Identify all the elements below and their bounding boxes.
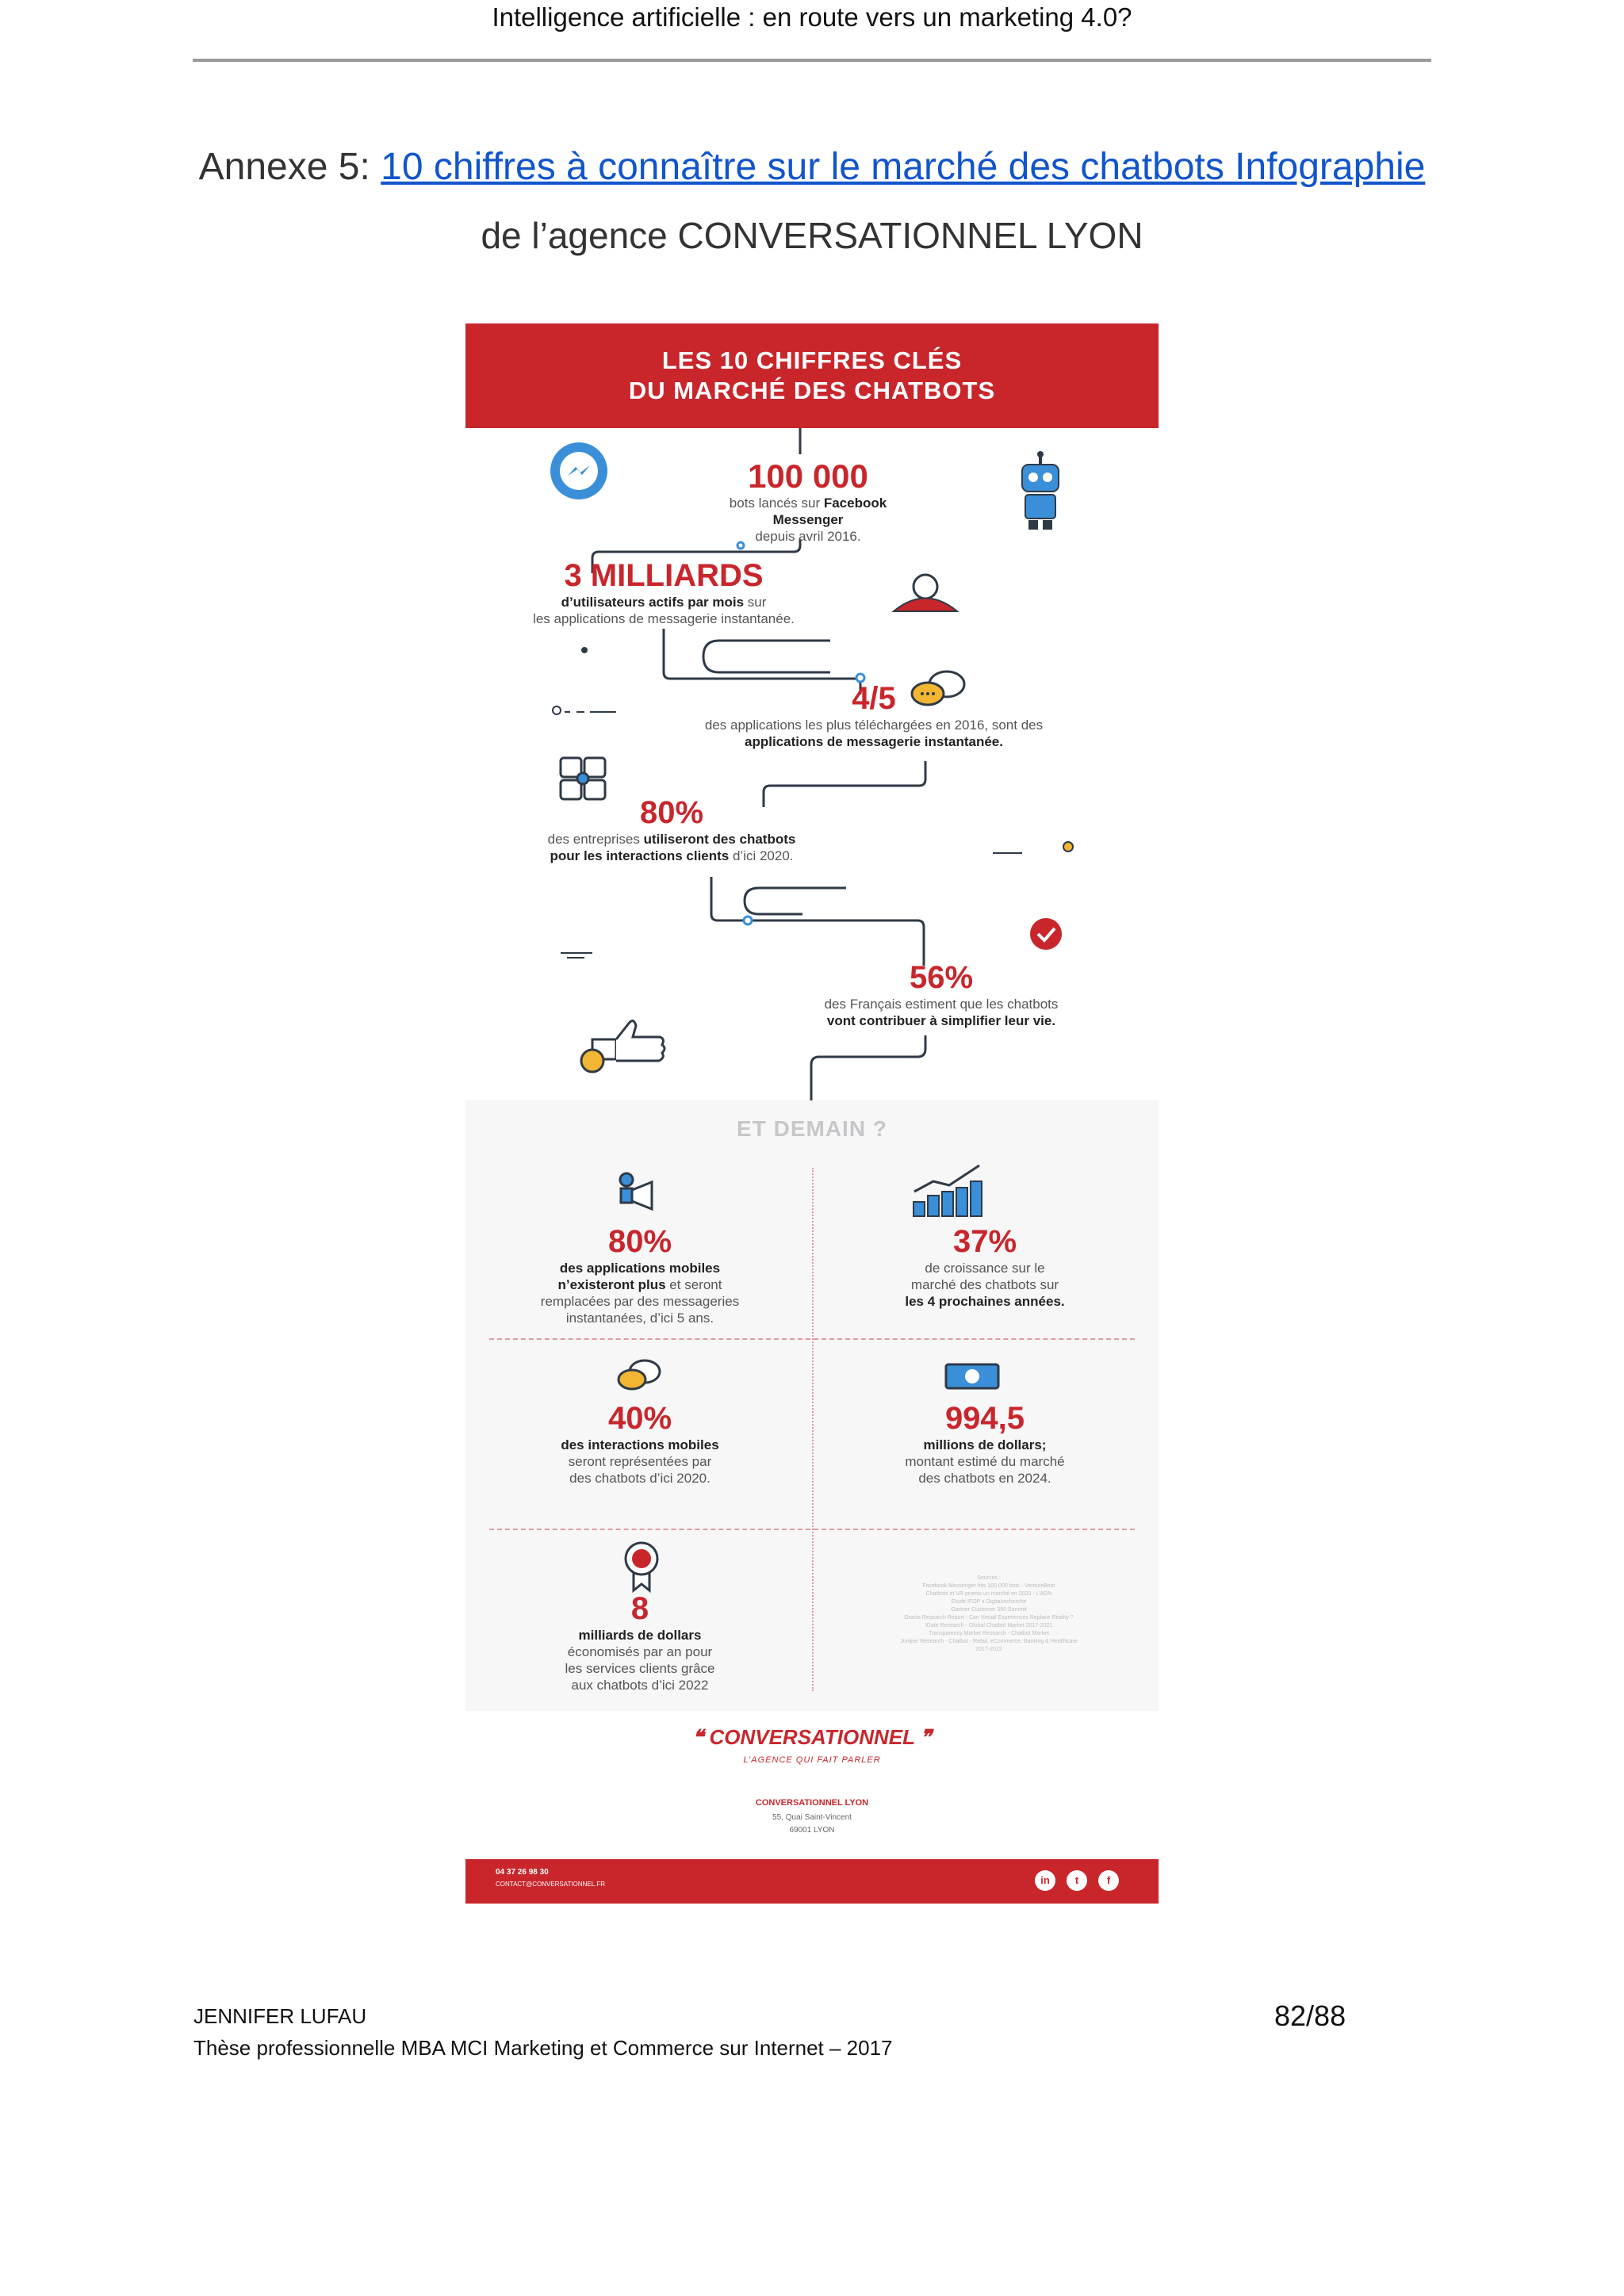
stat-number: 37% (952, 1224, 1017, 1259)
stat-number: 100 000 (748, 457, 868, 495)
tomorrow-stat (826, 1223, 1143, 1310)
source-line: Chatbots et VR promis un marché en 2020 - L’ADN (925, 1591, 1052, 1597)
quote-close-icon: ❞ (914, 1725, 932, 1749)
running-header: Intelligence artificielle : en route vers un marketing 4.0? (492, 2, 1132, 32)
stat-number: 994,5 (944, 1401, 1025, 1436)
infographic (465, 323, 1159, 1904)
address-name: CONVERSATIONNEL LYON (755, 1798, 869, 1808)
tomorrow-stat (826, 1400, 1143, 1487)
tomorrow-stat (481, 1590, 799, 1693)
banner-title: LES 10 CHIFFRES CLÉS DU MARCHÉ DES CHATBOTS (628, 346, 996, 404)
tomorrow-title: ET DEMAIN ? (737, 1116, 887, 1141)
tomorrow-stat (481, 1223, 799, 1326)
tomorrow-icons (465, 323, 1159, 1719)
source-line: IDate Research - Global Chatbot Market 2017-2021 (925, 1623, 1053, 1628)
conversationnel-logo (465, 1725, 1159, 1750)
facebook-icon[interactable]: f (1098, 1870, 1119, 1891)
sources-list (830, 1575, 1147, 1654)
address-city: 69001 LYON (789, 1826, 835, 1835)
linkedin-icon[interactable]: in (1035, 1870, 1055, 1891)
annex-prefix: Annexe 5: (198, 146, 381, 188)
contact-phone: 04 37 26 98 30 (496, 1868, 549, 1877)
source-line: Gartner Customer 360 Summit (951, 1607, 1027, 1613)
annex-title (0, 145, 1624, 189)
source-line: Juniper Research - Chatbot - Retail, eCommerce, Banking & Healthcare (900, 1639, 1078, 1644)
banknote-icon (946, 1364, 998, 1388)
source-line: 2017-2022 (975, 1647, 1002, 1652)
stat-description: des Français estiment que les chatbots vont contribuer à simplifier leur vie. (824, 997, 1059, 1028)
stat-description: des applications mobiles n’existeront plus et seront remplacées par des messageries instantanées, d’ici 5 ans. (540, 1261, 740, 1326)
stat-description: d’utilisateurs actifs par mois sur les applications de messagerie instantanée. (533, 595, 795, 626)
footer-thesis: Thèse professionnelle MBA MCI Marketing et Commerce sur Internet – 2017 (193, 2036, 893, 2060)
source-line: Facebook Messenger hits 100 000 bots - VentureBeat (922, 1583, 1055, 1589)
page-number: 82/88 (1274, 1999, 1346, 2032)
contact-email: CONTACT@CONVERSATIONNEL.FR (496, 1881, 606, 1888)
stat-description: de croissance sur le marché des chatbots sur les 4 prochaines années. (905, 1261, 1065, 1309)
stat-description: des interactions mobiles seront représentées par des chatbots d’ici 2020. (561, 1437, 719, 1486)
source-line: Transparency Market Research - Chatbot Market (929, 1631, 1049, 1636)
stat-description: millions de dollars; montant estimé du marché des chatbots en 2024. (905, 1437, 1065, 1486)
bar-chart-growth-icon (914, 1165, 982, 1216)
source-line: Sources : (977, 1575, 1001, 1581)
twitter-icon[interactable]: t (1067, 1870, 1087, 1891)
annex-link[interactable]: 10 chiffres à connaître sur le marché des chatbots Infographie (381, 146, 1426, 188)
source-line: Etude IFOP x Digitalrecherche (951, 1599, 1027, 1605)
stat-number: 80% (607, 1224, 672, 1259)
source-line: Oracle Research Report - Can Virtual Experiences Replace Reality ? (904, 1615, 1074, 1621)
stat-number: 40% (607, 1401, 672, 1436)
footer-author: JENNIFER LUFAU (193, 2004, 367, 2028)
stat-number: 4/5 (852, 681, 896, 716)
logo-text: CONVERSATIONNEL (709, 1725, 915, 1749)
stat-number: 56% (909, 960, 974, 995)
stat-description: milliards de dollars économisés par an pour les services clients grâce aux chatbots d’ici 2022 (565, 1628, 715, 1693)
award-medal-icon (626, 1543, 657, 1590)
tomorrow-stat (481, 1400, 799, 1487)
megaphone-icon (620, 1173, 652, 1209)
logo-tagline: L’AGENCE QUI FAIT PARLER (743, 1755, 881, 1765)
stat-number: 3 MILLIARDS (564, 558, 764, 593)
stat-number: 80% (639, 795, 704, 830)
stat-description: des entreprises utiliseront des chatbots pour les interactions clients d’ici 2020. (547, 832, 796, 863)
stat-number: 8 (630, 1591, 649, 1626)
annex-subtitle: de l’agence CONVERSATIONNEL LYON (481, 215, 1143, 256)
stat-description: bots lancés sur Facebook Messenger depuis avril 2016. (729, 496, 887, 544)
quote-open-icon: ❝ (692, 1725, 710, 1749)
header-divider (193, 59, 1431, 62)
stat-description: des applications les plus téléchargées en 2016, sont des applications de messagerie instantanée. (704, 718, 1044, 749)
infographic-footer (465, 1859, 1159, 1904)
chat-bubbles-icon (619, 1360, 660, 1389)
address-street: 55, Quai Saint-Vincent (772, 1813, 852, 1822)
